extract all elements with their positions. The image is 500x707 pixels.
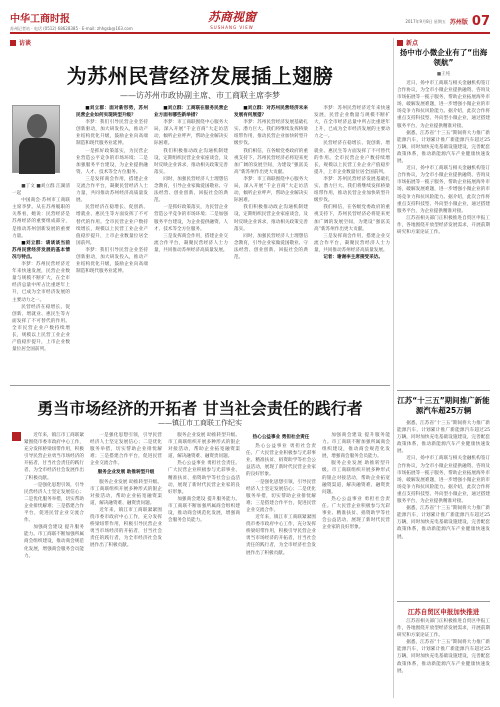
article1-column-4	[314, 105, 390, 378]
sidebar-paragraph: 近日，扬中市工商联与相关金融机构签订合作协议，为全市小微企业提供融资、咨询及市场拓展等一揽子服务，帮助企业拓展海外市场，破解发展难题，进一步增强小微企业的市场竞争力和抗风险能力。据介绍，此次合作将重点支持科技型、外向型小微企业，通过搭建服务平台，为企业提供精准对接。	[397, 81, 490, 129]
article1-paragraph: 我们积极推动政企沟通机制建设，定期组织民营企业家座谈会，及时反映企业诉求，推动相关政策完善落实。	[234, 205, 308, 232]
article2-column-2	[168, 432, 240, 700]
sidebar-story-2-title: 江苏“十三五”期间推广新能源汽车超25万辆	[397, 396, 490, 415]
dropcap-square-icon	[12, 432, 21, 441]
article2-column-1	[90, 432, 162, 700]
article1-column-2	[154, 105, 228, 378]
article1-paragraph: 三是发挥商会作用，搭建企业交流合作平台，凝聚民营经济人士力量，共同推动苏州经济高质量发展。	[154, 233, 228, 253]
tag-square-icon	[397, 40, 403, 46]
article1-paragraph: 我们相信，在各级党委政府的重视支持下，苏州民营经济必将迎来更加广阔的发展空间，为建设“强富美高”新苏州作出更大贡献。	[234, 148, 308, 175]
side-section-tag	[397, 38, 418, 47]
article1-paragraph: 我们积极推动政企沟通机制建设，定期组织民营企业家座谈会，及时反映企业诉求，推动相关政策完善落实。	[154, 148, 228, 175]
article2-headline: 勇当市场经济的开拓者 甘当社会责任的践行者	[37, 399, 363, 418]
interviewee-photo	[12, 105, 60, 173]
article2-column-3	[246, 432, 316, 700]
sidebar-story-1-body	[397, 80, 490, 380]
article1-paragraph: 李梦：市工商联围绕中心服务大局，深入开展“千企百商”大走访活动，倾听企业呼声，帮助企业解决实际困难。	[234, 176, 308, 204]
article1-column-1	[76, 105, 148, 378]
article1-paragraph: 李梦：苏州民营经济发展基础扎实、潜力巨大。我们将继续发挥桥梁纽带作用，推动民营企业加快转型升级步伐。	[234, 120, 308, 147]
photo-head-shape	[27, 114, 47, 138]
newspaper-brand: 中华工商时报	[10, 14, 70, 25]
sidebar-story-1-byline: ■王纯	[436, 72, 451, 77]
article1-question: ■刘立群：请谈谈当前苏州民营经济发展的基本情况与特点。	[12, 240, 70, 260]
article1-paragraph: 一是抓好政策落实，为民营企业营造公平竞争的市场环境；二是加强服务平台建设，为企业提供融资、人才、技术等全方位服务。	[154, 205, 228, 232]
article1-question: ■刘立群：面对新形势，苏州民营企业如何实现转型升级？	[76, 106, 148, 119]
article1-paragraph: 我们相信，在各级党委政府的重视支持下，苏州民营经济必将迎来更加广阔的发展空间，为建设“强富美高”新苏州作出更大贡献。	[314, 205, 390, 232]
article1-subheadline: ——访苏州市政协副主席、市工商联主席李梦	[120, 91, 280, 100]
article2-paragraph: 加强商会建设 提升服务能力。市工商联不断加强所属商会组织建设，推动商会规范化发展，增强商会服务会员能力。	[24, 525, 84, 559]
section-tag	[10, 38, 31, 47]
article2-subhead: 热心公益事业 勇担社会责任	[252, 435, 310, 440]
article1-paragraph: 民营经济在稳增长、促创新、增就业、惠民生等方面发挥了不可替代的作用。全市民营企业户数持续增长，规模以上民营工业企业产值稳步提升，上市企业数量位居全国前列。	[314, 141, 390, 175]
article2-paragraph: 加强商会建设 提升服务能力。市工商联不断加强所属商会组织建设，推动商会规范化发展，增强商会服务会员能力。	[322, 433, 390, 460]
sidebar-paragraph: 江苏省相关部门正积极推进自贸区申报工作，各地围绕开放型经济发展需求，开展前期研究和方案论证工作。	[397, 619, 490, 639]
article2-subhead: 服务企业发展 助推转型升级	[97, 470, 155, 476]
sidebar-story-3-body	[397, 618, 490, 700]
article1-paragraph: ■丁文 ■刘立群 江湖清 一起	[12, 184, 70, 197]
article1-paragraph: 李梦：我们引导民营企业坚持创新驱动，加大研发投入，推动产业结构优化升级，鼓励企业向高端制造和现代服务业延伸。	[76, 247, 148, 275]
sidebar-divider	[397, 390, 490, 391]
section-tag-label: 访谈	[19, 40, 32, 47]
article1-paragraph: 民营经济在稳增长、促创新、增就业、惠民生等方面发挥了不可替代的作用。全市民营企业户数持续增长，规模以上民营工业企业产值稳步提升，上市企业数量位居全国前列。	[12, 304, 70, 353]
article1-paragraph: 三是发挥商会作用，搭建企业交流合作平台，凝聚民营经济人士力量，共同推动苏州经济高质量发展。	[76, 176, 148, 204]
article1-paragraph: 李梦：苏州民营经济近年来快速发展，民营企业数量与规模不断扩大，在全市经济总量中所占比重逐年上升，已成为全市经济发展的主要动力之一。	[12, 262, 70, 303]
article1-paragraph: 中国商会·苏州市工商联主席李梦。从在苏州履职的关系看，她说：民营经济是苏州经济的重要组成部分，是推动苏州创新发展的重要力量。	[12, 198, 70, 239]
section-logo-en: SUSHANG VIEW	[210, 25, 254, 30]
article2-paragraph: 近年来，镇江市工商联紧紧围绕市委市政府中心工作，充分发挥桥梁纽带作用，积极引导民营企业勇当市场经济的开拓者，甘当社会责任的践行者，为全市经济社会发展作出了积极贡献。	[24, 433, 84, 481]
article2-paragraph: 热心公益事业 勇担社会责任。广大民营企业积极参与光彩事业、精准扶贫、捐资助学等社会公益活动，展现了新时代民营企业家的良好形象。	[322, 496, 390, 531]
article1-paragraph: 同时，加强民营经济人士理想信念教育，引导企业家做爱国敬业、守法经营、创业创新、回报社会的典范。	[154, 176, 228, 204]
article1-paragraph: 同时，加强民营经济人士理想信念教育，引导企业家做爱国敬业、守法经营、创业创新、回报社会的典范。	[234, 233, 308, 260]
article1-paragraph: 李梦：苏州民营经济发展基础扎实、潜力巨大。我们将继续发挥桥梁纽带作用，推动民营企业加快转型升级步伐。	[314, 176, 390, 204]
article2-paragraph: 加强商会建设 提升服务能力。市工商联不断加强所属商会组织建设，推动商会规范化发展，增强商会服务会员能力。	[168, 496, 240, 524]
article2-paragraph: 一是强化思想引领，引导民营经济人士坚定发展信心；二是优化服务举措，切实帮助企业排忧解难；三是搭建合作平台，促进民营企业交流合作。	[24, 482, 84, 524]
sidebar-story-2-body	[397, 420, 490, 596]
article2-column-0	[24, 432, 84, 700]
article1-paragraph: 民营经济在稳增长、促创新、增就业、惠民生等方面发挥了不可替代的作用。全市民营企业户数持续增长，规模以上民营工业企业产值稳步提升，上市企业数量位居全国前列。	[76, 205, 148, 246]
article1-column-0	[12, 183, 70, 378]
section-logo: 苏商视窗	[208, 10, 257, 24]
article-divider	[10, 385, 390, 386]
masthead-right	[405, 14, 490, 29]
article2-paragraph: 近年来，镇江市工商联紧紧围绕市委市政府中心工作，充分发挥桥梁纽带作用，积极引导民营企业勇当市场经济的开拓者，甘当社会责任的践行者，为全市经济社会发展作出了积极贡献。	[90, 507, 162, 549]
article2-paragraph: 一是强化思想引领，引导民营经济人士坚定发展信心；二是优化服务举措，切实帮助企业排忧解难；三是搭建合作平台，促进民营企业交流合作。	[90, 433, 162, 467]
article1-column-3	[234, 105, 308, 378]
article2-column-4	[322, 432, 390, 700]
article2-paragraph: 服务企业发展 助推转型升级。市工商联组织开展多种形式的银企对接活动，帮助企业拓宽融资渠道，解决融资难、融资贵问题。	[90, 479, 162, 506]
article2-subheadline: ——镇江市工商联工作纪实	[158, 419, 242, 427]
tag-square-icon	[10, 40, 16, 46]
masthead	[10, 8, 490, 34]
edition-label: 苏州版	[449, 19, 468, 26]
page-number: 07	[471, 14, 490, 29]
photo-body-shape	[19, 138, 55, 174]
sidebar-story-1	[397, 48, 490, 388]
article1-question: ■刘立群：对苏州民营经济未来发展有何展望？	[234, 106, 308, 119]
issue-date: 2017年9月8日 星期五	[405, 18, 446, 24]
article1-question: ■刘立群：工商联在服务民营企业方面有哪些新举措？	[154, 106, 228, 119]
sidebar-paragraph: 据悉，江苏省“十三五”期间将大力推广新能源汽车，计划累计推广新能源汽车超过25万辆，同时加快充电基础设施建设，完善配套政策体系，推动新能源汽车产业健康快速发展。	[397, 130, 490, 165]
masthead-contact: 苏州记者站 · 电话 (0512) 68628385 · E-mail: zhhgsb@163.com	[10, 26, 133, 31]
sidebar-divider	[397, 601, 490, 602]
article1-paragraph: 一是抓好政策落实，为民营企业营造公平竞争的市场环境；二是加强服务平台建设，为企业提供融资、人才、技术等全方位服务。	[76, 148, 148, 175]
masthead-center	[208, 8, 256, 30]
article1-paragraph: 李梦：市工商联围绕中心服务大局，深入开展“千企百商”大走访活动，倾听企业呼声，帮助企业解决实际困难。	[154, 120, 228, 147]
sidebar-story-3-title: 江苏自贸区申报加快推进	[407, 608, 480, 616]
article2-paragraph: 热心公益事业 勇担社会责任。广大民营企业积极参与光彩事业、精准扶贫、捐资助学等社会公益活动，展现了新时代民营企业家的良好形象。	[246, 444, 316, 478]
sidebar-paragraph: 据悉，江苏省“十三五”期间将大力推广新能源汽车，计划累计推广新能源汽车超过25万辆，同时加快充电基础设施建设，完善配套政策体系，推动新能源汽车产业健康快速发展。	[397, 640, 490, 674]
sidebar-paragraph: 据悉，江苏省“十三五”期间将大力推广新能源汽车，计划累计推广新能源汽车超过25万辆，同时加快充电基础设施建设，完善配套政策体系，推动新能源汽车产业健康快速发展。	[397, 421, 490, 455]
sidebar-story-1-title: 扬中市小微企业有了“出海领航”	[399, 48, 488, 67]
article2-paragraph: 热心公益事业 勇担社会责任。广大民营企业积极参与光彩事业、精准扶贫、捐资助学等社会公益活动，展现了新时代民营企业家的良好形象。	[168, 461, 240, 495]
article1-closing: 记者：谢谢李主席接受采访。	[323, 254, 383, 260]
side-section-tag-label: 新点	[406, 40, 419, 47]
masthead-left	[10, 10, 133, 32]
article1-paragraph: 三是发挥商会作用，搭建企业交流合作平台，凝聚民营经济人士力量，共同推动苏州经济高质量发展。	[314, 233, 390, 253]
sidebar-paragraph: 江苏省相关部门正积极推进自贸区申报工作，各地围绕开放型经济发展需求，开展前期研究和方案论证工作。	[397, 215, 490, 235]
sidebar-paragraph: 近日，扬中市工商联与相关金融机构签订合作协议，为全市小微企业提供融资、咨询及市场拓展等一揽子服务，帮助企业拓展海外市场，破解发展难题，进一步增强小微企业的市场竞争力和抗风险能力。据介绍，此次合作将重点支持科技型、外向型小微企业，通过搭建服务平台，为企业提供精准对接。	[397, 456, 490, 505]
article1-paragraph: 李梦：苏州民营经济近年来快速发展，民营企业数量与规模不断扩大，在全市经济总量中所占比重逐年上升，已成为全市经济发展的主要动力之一。	[314, 106, 390, 140]
column-divider	[393, 38, 394, 698]
article2-paragraph: 近年来，镇江市工商联紧紧围绕市委市政府中心工作，充分发挥桥梁纽带作用，积极引导民营企业勇当市场经济的开拓者，甘当社会责任的践行者，为全市经济社会发展作出了积极贡献。	[246, 515, 316, 556]
article1-headline: 为苏州民营经济发展插上翅膀	[66, 64, 334, 88]
article1-paragraph: 李梦：我们引导民营企业坚持创新驱动，加大研发投入，推动产业结构优化升级，鼓励企业向高端制造和现代服务业延伸。	[76, 120, 148, 147]
article2-paragraph: 服务企业发展 助推转型升级。市工商联组织开展多种形式的银企对接活动，帮助企业拓宽融资渠道，解决融资难、融资贵问题。	[168, 433, 240, 460]
sidebar-paragraph: 据悉，江苏省“十三五”期间将大力推广新能源汽车，计划累计推广新能源汽车超过25万辆，同时加快充电基础设施建设，完善配套政策体系，推动新能源汽车产业健康快速发展。	[397, 506, 490, 540]
sidebar-paragraph: 近日，扬中市工商联与相关金融机构签订合作协议，为全市小微企业提供融资、咨询及市场拓展等一揽子服务，帮助企业拓展海外市场，破解发展难题，进一步增强小微企业的市场竞争力和抗风险能力。据介绍，此次合作将重点支持科技型、外向型小微企业，通过搭建服务平台，为企业提供精准对接。	[397, 166, 490, 214]
article2-paragraph: 一是强化思想引领，引导民营经济人士坚定发展信心；二是优化服务举措，切实帮助企业排忧解难；三是搭建合作平台，促进民营企业交流合作。	[246, 479, 316, 513]
article2-paragraph: 服务企业发展 助推转型升级。市工商联组织开展多种形式的银企对接活动，帮助企业拓宽融资渠道，解决融资难、融资贵问题。	[322, 461, 390, 495]
